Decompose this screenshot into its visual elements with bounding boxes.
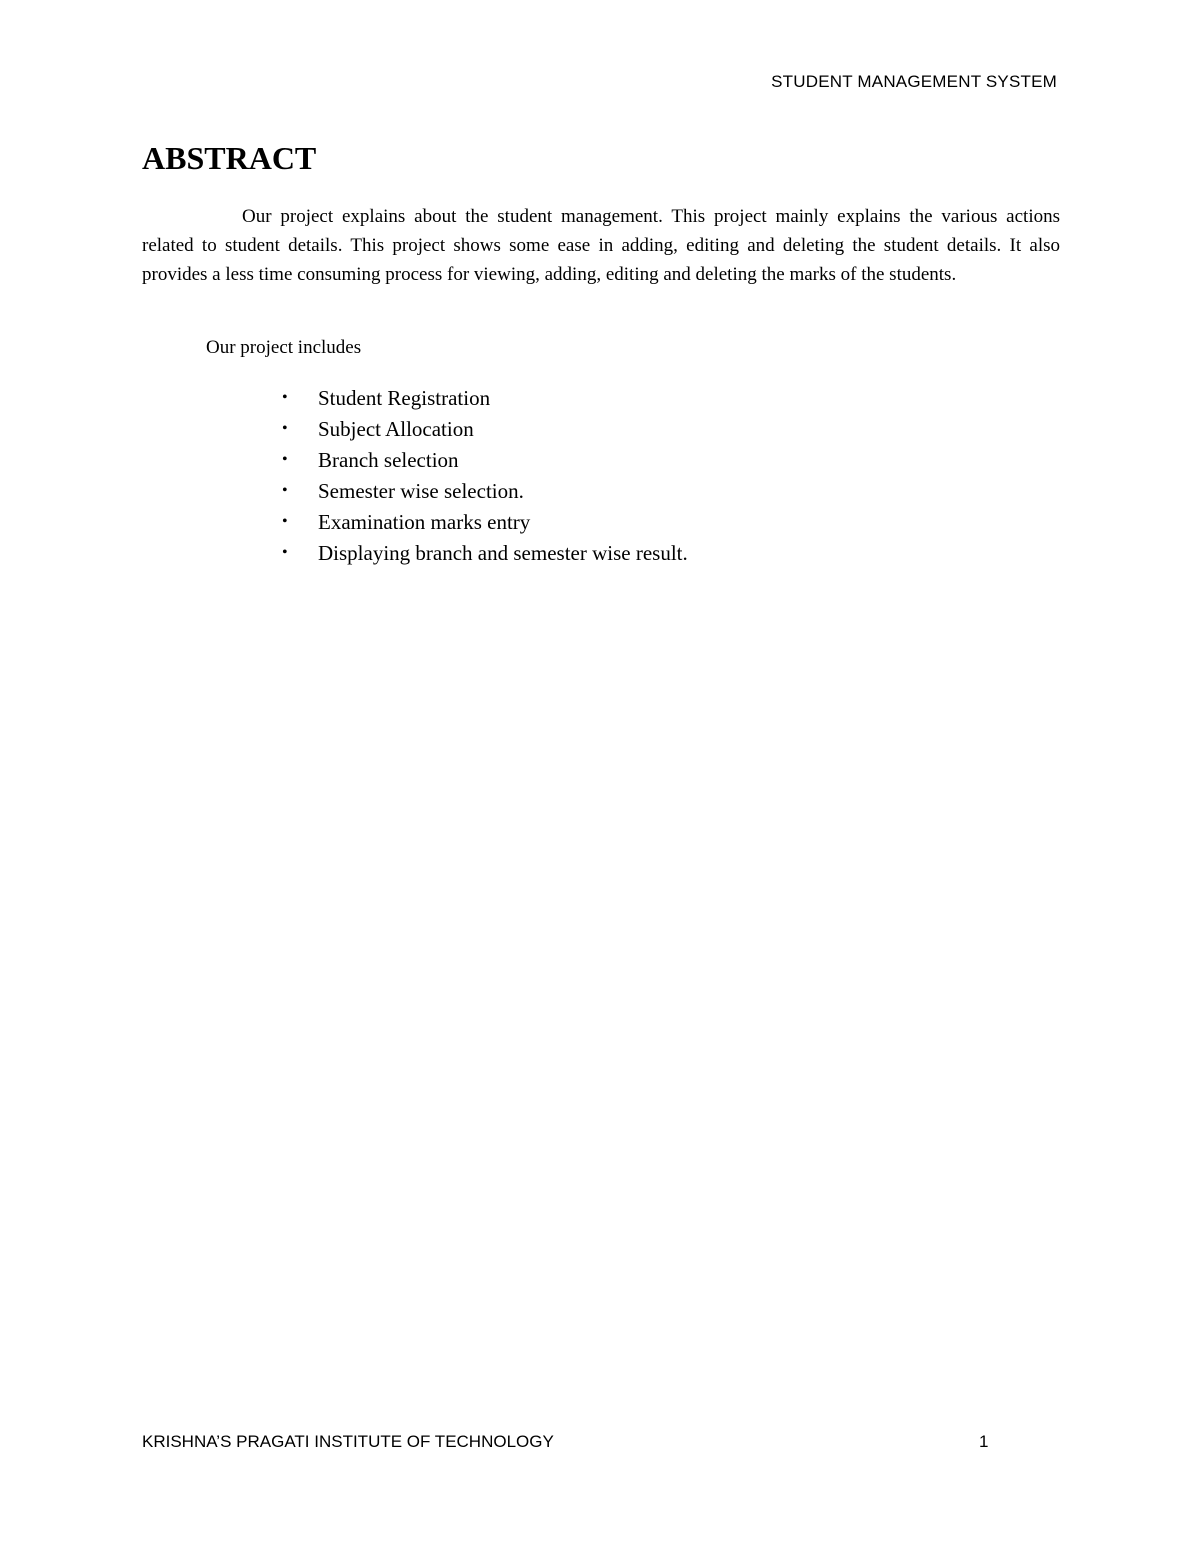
abstract-paragraph: Our project explains about the student management. This project mainly explains the various actions related to student details. This project shows some ease in adding, editing and deleting the student details. It also provides a less time consuming process for viewing, adding, editing and deleting the marks of the students. — [142, 206, 1060, 285]
feature-label: Semester wise selection. — [318, 479, 524, 503]
section-heading: ABSTRACT — [142, 140, 317, 176]
includes-intro: Our project includes — [206, 337, 362, 358]
page-number: 1 — [979, 1432, 989, 1451]
list-item — [282, 446, 688, 477]
list-item — [282, 539, 688, 570]
footer-institution: KRISHNA’S PRAGATI INSTITUTE OF TECHNOLOGY — [142, 1432, 554, 1451]
feature-label: Displaying branch and semester wise result. — [318, 541, 688, 565]
feature-label: Branch selection — [318, 448, 459, 472]
bullet-icon: • — [282, 482, 288, 499]
list-item — [282, 415, 688, 446]
list-item — [282, 508, 688, 539]
bullet-icon: • — [282, 389, 288, 406]
feature-label: Subject Allocation — [318, 417, 474, 441]
list-item — [282, 384, 688, 415]
feature-label: Student Registration — [318, 386, 491, 410]
running-header: STUDENT MANAGEMENT SYSTEM — [771, 72, 1057, 91]
bullet-icon: • — [282, 451, 288, 468]
bullet-icon: • — [282, 544, 288, 561]
bullet-icon: • — [282, 513, 288, 530]
bullet-icon: • — [282, 420, 288, 437]
feature-list — [282, 384, 688, 570]
list-item — [282, 477, 688, 508]
feature-label: Examination marks entry — [318, 510, 531, 534]
